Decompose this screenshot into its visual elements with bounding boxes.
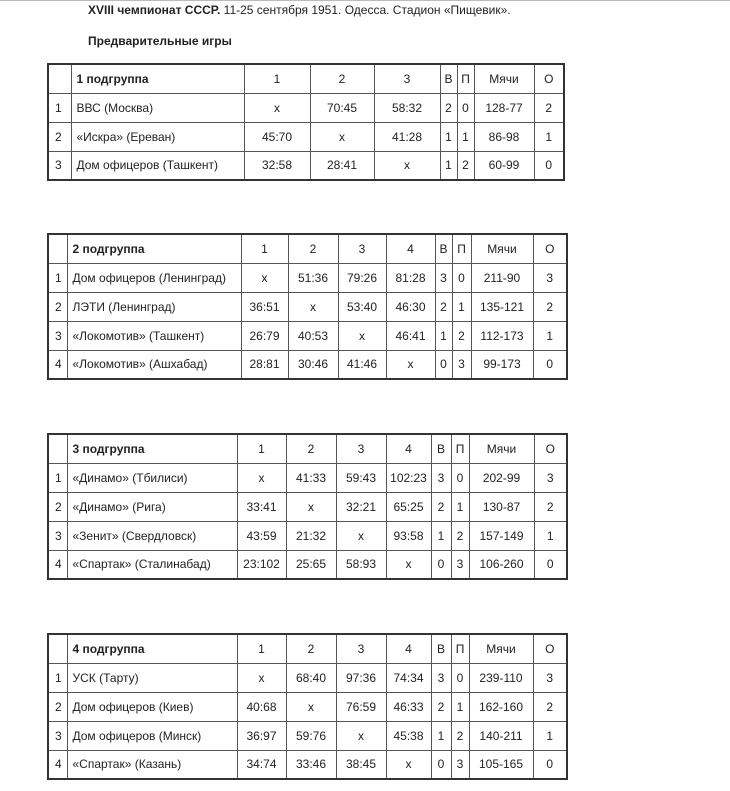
table-row xyxy=(48,550,567,579)
header-row xyxy=(48,234,567,263)
result-cell: 2 xyxy=(457,151,474,180)
row-number: 1 xyxy=(48,663,67,692)
result-cell: 0 xyxy=(435,350,452,379)
result-cell: 130-87 xyxy=(469,492,534,521)
table-row xyxy=(48,721,567,750)
result-cell: x xyxy=(286,492,336,521)
title-bold: XVIII чемпионат СССР. xyxy=(88,3,221,17)
column-header: В xyxy=(431,634,451,663)
result-cell: 0 xyxy=(533,750,567,779)
row-number: 1 xyxy=(48,93,71,122)
result-cell: 1 xyxy=(534,122,564,151)
row-number: 3 xyxy=(48,321,67,350)
result-cell: 46:41 xyxy=(386,321,435,350)
result-cell: 53:40 xyxy=(338,292,386,321)
result-cell: x xyxy=(286,692,336,721)
result-cell: 0 xyxy=(431,750,451,779)
result-cell: 3 xyxy=(431,663,451,692)
row-number: 4 xyxy=(48,350,67,379)
row-number: 1 xyxy=(48,463,67,492)
table-row xyxy=(48,350,567,379)
table-row xyxy=(48,292,567,321)
result-cell: 202-99 xyxy=(469,463,534,492)
team-name: «Динамо» (Тбилиси) xyxy=(67,463,237,492)
row-number: 4 xyxy=(48,550,67,579)
corner-cell xyxy=(48,434,67,463)
row-number: 2 xyxy=(48,692,67,721)
group-name: 4 подгруппа xyxy=(67,634,237,663)
result-cell: 1 xyxy=(451,692,469,721)
header-row xyxy=(48,434,567,463)
result-cell: x xyxy=(288,292,338,321)
result-cell: 70:45 xyxy=(310,93,374,122)
column-header: Мячи xyxy=(469,434,534,463)
row-number: 1 xyxy=(48,263,67,292)
column-header: 4 xyxy=(386,434,431,463)
column-header: 2 xyxy=(288,234,338,263)
result-cell: 106-260 xyxy=(469,550,534,579)
result-cell: 1 xyxy=(457,122,474,151)
result-cell: 40:68 xyxy=(237,692,286,721)
result-cell: x xyxy=(336,721,386,750)
row-number: 2 xyxy=(48,492,67,521)
column-header: Мячи xyxy=(471,234,533,263)
result-cell: 2 xyxy=(533,292,567,321)
column-header: 3 xyxy=(374,64,440,93)
result-cell: x xyxy=(241,263,288,292)
result-cell: 0 xyxy=(457,93,474,122)
result-cell: 112-173 xyxy=(471,321,533,350)
result-cell: 3 xyxy=(534,463,567,492)
result-cell: 1 xyxy=(533,321,567,350)
team-name: Дом офицеров (Минск) xyxy=(67,721,237,750)
result-cell: 1 xyxy=(435,321,452,350)
group-table-3 xyxy=(47,433,568,580)
column-header: 4 xyxy=(386,634,431,663)
result-cell: 58:32 xyxy=(374,93,440,122)
result-cell: 1 xyxy=(533,721,567,750)
result-cell: 60-99 xyxy=(474,151,534,180)
group-name: 1 подгруппа xyxy=(71,64,244,93)
result-cell: 0 xyxy=(533,350,567,379)
row-number: 4 xyxy=(48,750,67,779)
result-cell: 68:40 xyxy=(286,663,336,692)
result-cell: 1 xyxy=(440,151,457,180)
result-cell: 211-90 xyxy=(471,263,533,292)
table-row xyxy=(48,93,564,122)
result-cell: x xyxy=(237,463,286,492)
result-cell: 102:23 xyxy=(386,463,431,492)
result-cell: 59:76 xyxy=(286,721,336,750)
column-header: 2 xyxy=(286,634,336,663)
result-cell: 3 xyxy=(533,263,567,292)
column-header: 2 xyxy=(310,64,374,93)
result-cell: 41:46 xyxy=(338,350,386,379)
column-header: 3 xyxy=(336,634,386,663)
document-title xyxy=(88,3,511,17)
result-cell: 1 xyxy=(440,122,457,151)
team-name: «Локомотив» (Ашхабад) xyxy=(67,350,241,379)
result-cell: 34:74 xyxy=(237,750,286,779)
column-header: 2 xyxy=(286,434,336,463)
table-row xyxy=(48,692,567,721)
result-cell: 40:53 xyxy=(288,321,338,350)
result-cell: x xyxy=(244,93,310,122)
title-rest: 11-25 сентября 1951. Одесса. Стадион «Пищевик». xyxy=(220,3,511,17)
result-cell: 1 xyxy=(431,721,451,750)
result-cell: 58:93 xyxy=(336,550,386,579)
result-cell: 239-110 xyxy=(469,663,533,692)
team-name: «Зенит» (Свердловск) xyxy=(67,521,237,550)
result-cell: 86-98 xyxy=(474,122,534,151)
result-cell: 3 xyxy=(533,663,567,692)
result-cell: 33:46 xyxy=(286,750,336,779)
result-cell: 2 xyxy=(451,721,469,750)
table-row xyxy=(48,151,564,180)
header-row xyxy=(48,634,567,663)
result-cell: 135-121 xyxy=(471,292,533,321)
corner-cell xyxy=(48,634,67,663)
column-header: П xyxy=(451,434,469,463)
result-cell: 99-173 xyxy=(471,350,533,379)
team-name: Дом офицеров (Ташкент) xyxy=(71,151,244,180)
corner-cell xyxy=(48,234,67,263)
result-cell: x xyxy=(338,321,386,350)
row-number: 2 xyxy=(48,292,67,321)
result-cell: x xyxy=(336,521,386,550)
result-cell: 3 xyxy=(452,350,471,379)
column-header: О xyxy=(534,434,567,463)
row-number: 3 xyxy=(48,521,67,550)
table-row xyxy=(48,122,564,151)
team-name: «Спартак» (Казань) xyxy=(67,750,237,779)
group-table-1 xyxy=(47,63,565,181)
result-cell: 36:97 xyxy=(237,721,286,750)
team-name: ЛЭТИ (Ленинград) xyxy=(67,292,241,321)
result-cell: 79:26 xyxy=(338,263,386,292)
result-cell: x xyxy=(374,151,440,180)
column-header: 3 xyxy=(336,434,386,463)
result-cell: 0 xyxy=(451,663,469,692)
result-cell: 1 xyxy=(534,521,567,550)
result-cell: 3 xyxy=(435,263,452,292)
result-cell: 51:36 xyxy=(288,263,338,292)
team-name: «Локомотив» (Ташкент) xyxy=(67,321,241,350)
column-header: П xyxy=(451,634,469,663)
result-cell: 1 xyxy=(431,521,451,550)
group-name: 2 подгруппа xyxy=(67,234,241,263)
column-header: О xyxy=(534,64,564,93)
result-cell: 140-211 xyxy=(469,721,533,750)
result-cell: 3 xyxy=(451,550,469,579)
result-cell: 32:58 xyxy=(244,151,310,180)
team-name: Дом офицеров (Киев) xyxy=(67,692,237,721)
result-cell: x xyxy=(237,663,286,692)
result-cell: 2 xyxy=(452,321,471,350)
column-header: В xyxy=(440,64,457,93)
result-cell: 93:58 xyxy=(386,521,431,550)
header-row xyxy=(48,64,564,93)
group-table-2 xyxy=(47,233,568,380)
column-header: 4 xyxy=(386,234,435,263)
team-name: УСК (Тарту) xyxy=(67,663,237,692)
column-header: 3 xyxy=(338,234,386,263)
result-cell: 2 xyxy=(451,521,469,550)
group-table-4 xyxy=(47,633,568,780)
column-header: О xyxy=(533,634,567,663)
result-cell: 0 xyxy=(431,550,451,579)
column-header: П xyxy=(452,234,471,263)
result-cell: 3 xyxy=(431,463,451,492)
result-cell: x xyxy=(386,750,431,779)
team-name: «Искра» (Ереван) xyxy=(71,122,244,151)
team-name: «Спартак» (Сталинабад) xyxy=(67,550,237,579)
table-row xyxy=(48,321,567,350)
table-row xyxy=(48,663,567,692)
result-cell: 21:32 xyxy=(286,521,336,550)
team-name: ВВС (Москва) xyxy=(71,93,244,122)
result-cell: x xyxy=(386,350,435,379)
column-header: Мячи xyxy=(474,64,534,93)
result-cell: 2 xyxy=(534,492,567,521)
column-header: П xyxy=(457,64,474,93)
column-header: Мячи xyxy=(469,634,533,663)
table-row xyxy=(48,492,567,521)
result-cell: 46:33 xyxy=(386,692,431,721)
result-cell: 41:28 xyxy=(374,122,440,151)
table-row xyxy=(48,750,567,779)
result-cell: 38:45 xyxy=(336,750,386,779)
result-cell: 2 xyxy=(440,93,457,122)
result-cell: 45:70 xyxy=(244,122,310,151)
result-cell: 43:59 xyxy=(237,521,286,550)
group-name: 3 подгруппа xyxy=(67,434,237,463)
result-cell: 157-149 xyxy=(469,521,534,550)
result-cell: 2 xyxy=(435,292,452,321)
section-heading: Предварительные игры xyxy=(88,34,232,48)
result-cell: 45:38 xyxy=(386,721,431,750)
result-cell: 0 xyxy=(534,550,567,579)
column-header: В xyxy=(431,434,451,463)
result-cell: 59:43 xyxy=(336,463,386,492)
result-cell: 74:34 xyxy=(386,663,431,692)
row-number: 2 xyxy=(48,122,71,151)
result-cell: 97:36 xyxy=(336,663,386,692)
result-cell: 2 xyxy=(533,692,567,721)
result-cell: 28:41 xyxy=(310,151,374,180)
result-cell: 41:33 xyxy=(286,463,336,492)
corner-cell xyxy=(48,64,71,93)
result-cell: 46:30 xyxy=(386,292,435,321)
result-cell: 25:65 xyxy=(286,550,336,579)
table-row xyxy=(48,263,567,292)
column-header: 1 xyxy=(237,434,286,463)
result-cell: 0 xyxy=(452,263,471,292)
column-header: 1 xyxy=(241,234,288,263)
result-cell: 105-165 xyxy=(469,750,533,779)
column-header: В xyxy=(435,234,452,263)
result-cell: 76:59 xyxy=(336,692,386,721)
result-cell: 81:28 xyxy=(386,263,435,292)
result-cell: 2 xyxy=(431,492,451,521)
row-number: 3 xyxy=(48,151,71,180)
result-cell: 0 xyxy=(534,151,564,180)
result-cell: 128-77 xyxy=(474,93,534,122)
result-cell: 26:79 xyxy=(241,321,288,350)
result-cell: 1 xyxy=(452,292,471,321)
top-divider xyxy=(0,0,730,1)
result-cell: 2 xyxy=(431,692,451,721)
result-cell: x xyxy=(386,550,431,579)
result-cell: 65:25 xyxy=(386,492,431,521)
result-cell: 23:102 xyxy=(237,550,286,579)
result-cell: 0 xyxy=(451,463,469,492)
result-cell: 32:21 xyxy=(336,492,386,521)
team-name: «Динамо» (Рига) xyxy=(67,492,237,521)
result-cell: 162-160 xyxy=(469,692,533,721)
result-cell: 33:41 xyxy=(237,492,286,521)
result-cell: 28:81 xyxy=(241,350,288,379)
result-cell: 3 xyxy=(451,750,469,779)
result-cell: 1 xyxy=(451,492,469,521)
result-cell: 30:46 xyxy=(288,350,338,379)
table-row xyxy=(48,463,567,492)
result-cell: x xyxy=(310,122,374,151)
column-header: 1 xyxy=(237,634,286,663)
team-name: Дом офицеров (Ленинград) xyxy=(67,263,241,292)
result-cell: 36:51 xyxy=(241,292,288,321)
result-cell: 2 xyxy=(534,93,564,122)
row-number: 3 xyxy=(48,721,67,750)
table-row xyxy=(48,521,567,550)
column-header: О xyxy=(533,234,567,263)
column-header: 1 xyxy=(244,64,310,93)
